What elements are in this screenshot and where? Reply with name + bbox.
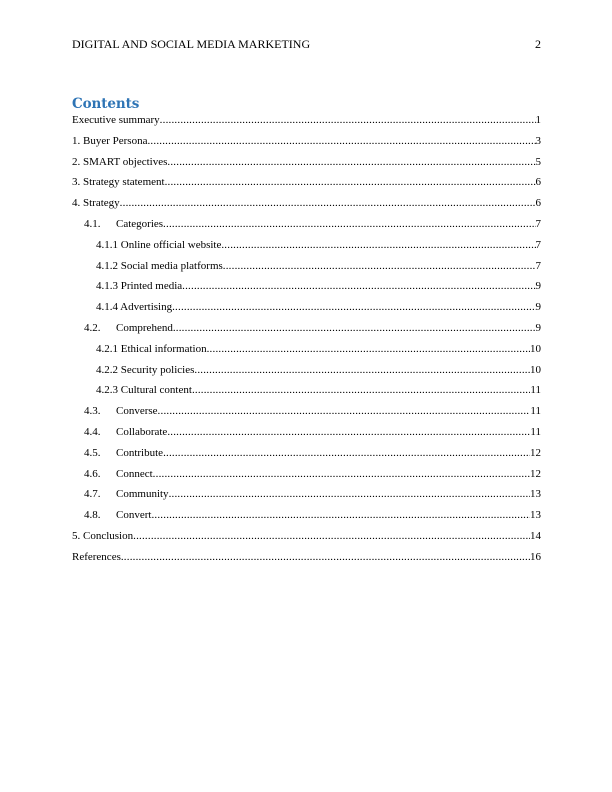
toc-entry-page: 13 [530, 509, 541, 522]
dot-leader [151, 508, 530, 523]
dot-leader [167, 425, 530, 440]
toc-entry-page: 7 [535, 217, 541, 230]
toc-entry-label: 4. Strategy [72, 197, 120, 210]
toc-entry-label: 1. Buyer Persona [72, 134, 148, 147]
toc-entry-page: 3 [535, 134, 541, 147]
toc-entry-ethical-information[interactable] [72, 342, 541, 363]
table-of-contents [72, 113, 541, 571]
toc-entry-comprehend[interactable] [72, 321, 541, 342]
toc-entry-social-media-platforms[interactable] [72, 259, 541, 280]
toc-entry-community[interactable] [72, 487, 541, 508]
dot-leader [172, 300, 535, 315]
dot-leader [173, 321, 536, 336]
toc-entry-label: Contribute [116, 446, 164, 459]
toc-heading: Contents [72, 96, 140, 112]
dot-leader [169, 487, 530, 502]
toc-entry-number: 4.6. [84, 467, 101, 480]
toc-entry-page: 12 [530, 467, 541, 480]
dot-leader [163, 217, 535, 232]
toc-entry-label: 2. SMART objectives [72, 155, 168, 168]
toc-entry-label: 4.1.3 Printed media [96, 280, 183, 293]
page-number: 2 [535, 37, 541, 51]
toc-entry-number: 4.2. [84, 321, 101, 334]
toc-entry-smart-objectives[interactable] [72, 155, 541, 176]
toc-entry-page: 16 [530, 550, 541, 563]
toc-entry-label: Convert [116, 509, 152, 522]
toc-entry-label: Community [116, 488, 169, 501]
toc-entry-label: References [72, 550, 121, 563]
toc-entry-page: 7 [535, 259, 541, 272]
dot-leader [167, 155, 535, 170]
toc-entry-page: 14 [530, 529, 541, 542]
toc-entry-page: 10 [530, 363, 541, 376]
toc-entry-printed-media[interactable] [72, 279, 541, 300]
toc-entry-cultural-content[interactable] [72, 383, 541, 404]
dot-leader [194, 363, 530, 378]
toc-entry-page: 11 [530, 425, 541, 438]
dot-leader [223, 259, 536, 274]
toc-entry-page: 9 [535, 280, 541, 293]
toc-entry-label: Comprehend [116, 321, 173, 334]
toc-entry-number: 4.3. [84, 405, 101, 418]
dot-leader [163, 446, 530, 461]
toc-entry-collaborate[interactable] [72, 425, 541, 446]
toc-entry-label: 4.2.1 Ethical information [96, 342, 207, 355]
toc-entry-label: 4.1.4 Advertising [96, 301, 173, 314]
toc-entry-number: 4.7. [84, 488, 101, 501]
toc-entry-page: 11 [530, 384, 541, 397]
toc-entry-label: 3. Strategy statement [72, 176, 165, 189]
dot-leader [147, 134, 535, 149]
toc-entry-number: 4.5. [84, 446, 101, 459]
toc-entry-strategy-statement[interactable] [72, 175, 541, 196]
dot-leader [221, 238, 535, 253]
dot-leader [158, 404, 531, 419]
running-head: DIGITAL AND SOCIAL MEDIA MARKETING [72, 37, 311, 51]
dot-leader [192, 383, 530, 398]
toc-entry-page: 9 [535, 301, 541, 314]
toc-entry-advertising[interactable] [72, 300, 541, 321]
toc-entry-page: 5 [535, 155, 541, 168]
toc-entry-number: 4.8. [84, 509, 101, 522]
toc-entry-page: 12 [530, 446, 541, 459]
toc-entry-contribute[interactable] [72, 446, 541, 467]
dot-leader [121, 550, 530, 565]
toc-entry-page: 6 [535, 197, 541, 210]
toc-entry-security-policies[interactable] [72, 363, 541, 384]
toc-entry-page: 7 [535, 238, 541, 251]
toc-entry-executive-summary[interactable] [72, 113, 541, 134]
toc-entry-conclusion[interactable] [72, 529, 541, 550]
page-header [72, 36, 541, 52]
toc-entry-label: 4.2.3 Cultural content [96, 384, 192, 397]
dot-leader [165, 175, 536, 190]
toc-entry-label: Collaborate [116, 425, 168, 438]
toc-entry-page: 13 [530, 488, 541, 501]
dot-leader [120, 196, 536, 211]
toc-entry-converse[interactable] [72, 404, 541, 425]
toc-entry-page: 10 [530, 342, 541, 355]
toc-entry-label: Executive summary [72, 114, 160, 126]
toc-entry-page: 6 [535, 176, 541, 189]
toc-entry-page: 11 [530, 405, 541, 418]
toc-entry-number: 4.1. [84, 217, 101, 230]
toc-entry-connect[interactable] [72, 467, 541, 488]
toc-entry-label: Categories [116, 217, 164, 230]
toc-entry-strategy[interactable] [72, 196, 541, 217]
dot-leader [133, 529, 530, 544]
toc-entry-label: 4.1.2 Social media platforms [96, 259, 223, 272]
dot-leader [153, 467, 530, 482]
toc-entry-label: Converse [116, 405, 158, 418]
toc-entry-label: 4.2.2 Security policies [96, 363, 195, 376]
toc-entry-page: 9 [535, 321, 541, 334]
toc-entry-categories[interactable] [72, 217, 541, 238]
toc-entry-online-official-website[interactable] [72, 238, 541, 259]
toc-entry-convert[interactable] [72, 508, 541, 529]
toc-entry-references[interactable] [72, 550, 541, 571]
dot-leader [160, 113, 536, 128]
dot-leader [182, 279, 535, 294]
toc-entry-label: Connect [116, 467, 153, 480]
toc-entry-label: 4.1.1 Online official website [96, 238, 222, 251]
dot-leader [207, 342, 530, 357]
toc-entry-number: 4.4. [84, 425, 101, 438]
toc-entry-buyer-persona[interactable] [72, 134, 541, 155]
toc-entry-page: 1 [535, 114, 541, 126]
toc-entry-label: 5. Conclusion [72, 529, 134, 542]
